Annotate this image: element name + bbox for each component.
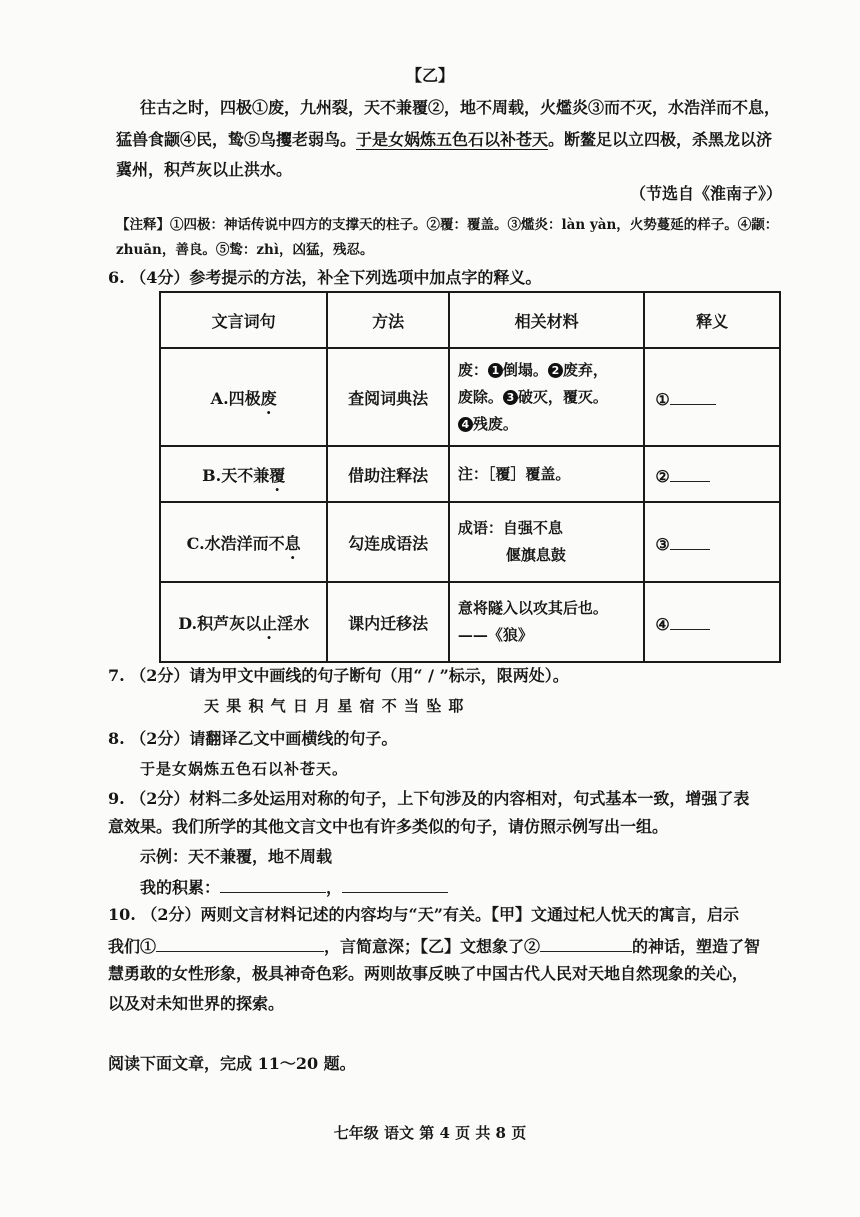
dotted-char: 废 <box>260 388 277 408</box>
q9-stem-line-1: 9. （2分）材料二多处运用对称的句子，上下句涉及的内容相对，句式基本一致，增强了表 <box>108 789 750 808</box>
row-d-method: 课内迁移法 <box>327 582 449 662</box>
section-title: 【乙】 <box>405 66 454 85</box>
answer-blank[interactable] <box>220 874 326 893</box>
note-line-2: zhuān，善良。⑤鸷：zhì，凶猛，残忍。 <box>116 242 374 258</box>
q8-sentence: 于是女娲炼五色石以补苍天。 <box>140 760 349 778</box>
q10-line-2: 我们① ，言简意深；【乙】文想象了② 的神话，塑造了智 <box>108 933 760 959</box>
number-1-icon: 1 <box>488 363 503 378</box>
q9-example: 示例：天不兼覆，地不周载 <box>140 847 333 866</box>
q8-stem: 8. （2分）请翻译乙文中画横线的句子。 <box>108 729 398 748</box>
header-material: 相关材料 <box>449 292 644 348</box>
row-d-answer[interactable]: ④ <box>644 582 780 662</box>
answer-blank[interactable] <box>156 933 324 952</box>
row-b-material: 注：［覆］覆盖。 <box>449 446 644 502</box>
q10-line-1: 10. （2分）两则文言材料记述的内容均与“天”有关。【甲】文通过杞人忧天的寓言，启示 <box>108 905 739 924</box>
row-d-material: 意将隧入以攻其后也。 ——《狼》 <box>449 582 644 662</box>
q9-answer-line: 我的积累： ， <box>140 874 448 900</box>
row-b-sentence: B.天不兼覆 <box>160 446 327 502</box>
passage-line-3: 冀州，积芦灰以止洪水。 <box>116 160 293 179</box>
row-b-answer[interactable]: ② <box>644 446 780 502</box>
answer-blank[interactable] <box>670 531 710 550</box>
q10-line-4: 以及对未知世界的探索。 <box>108 994 285 1013</box>
passage-line-1: 往古之时，四极①废，九州裂，天不兼覆②，地不周载，火爁炎③而不灭，水浩洋而不息， <box>140 98 781 117</box>
reading-instruction: 阅读下面文章，完成 11～20 题。 <box>108 1054 356 1073</box>
header-method: 方法 <box>327 292 449 348</box>
header-sentence: 文言词句 <box>160 292 327 348</box>
row-c-material: 成语：自强不息 偃旗息鼓 <box>449 502 644 582</box>
q9-mine-label: 我的积累： <box>140 878 221 897</box>
number-3-icon: 3 <box>503 390 518 405</box>
q10-line-3: 慧勇敢的女性形象，极具神奇色彩。两则故事反映了中国古代人民对天地自然现象的关心， <box>108 964 749 983</box>
table-row <box>160 582 780 662</box>
dotted-char: 覆 <box>269 465 286 485</box>
q7-sentence: 天 果 积 气 日 月 星 宿 不 当 坠 耶 <box>204 697 465 715</box>
answer-blank[interactable] <box>342 874 448 893</box>
header-meaning: 释义 <box>644 292 780 348</box>
table-row <box>160 446 780 502</box>
answer-blank[interactable] <box>670 611 710 630</box>
row-b-method: 借助注释法 <box>327 446 449 502</box>
page-footer: 七年级 语文 第 4 页 共 8 页 <box>333 1124 527 1142</box>
underlined-sentence: 于是女娲炼五色石以补苍天 <box>356 130 549 149</box>
dotted-char: 息 <box>284 533 301 553</box>
row-c-answer[interactable]: ③ <box>644 502 780 582</box>
table-row <box>160 502 780 582</box>
table-header-row <box>160 292 780 348</box>
passage-line-2 <box>116 128 772 152</box>
table-row <box>160 348 780 446</box>
row-a-material: 废： 1 倒塌。 2 废弃， 废除。 3 破灭，覆灭。 4 残废。 <box>449 348 644 446</box>
row-a-answer[interactable]: ① <box>644 348 780 446</box>
q9-stem-line-2: 意效果。我们所学的其他文言文中也有许多类似的句子，请仿照示例写出一组。 <box>108 817 669 836</box>
row-c-method: 勾连成语法 <box>327 502 449 582</box>
q6-stem: 6. （4分）参考提示的方法，补全下列选项中加点字的释义。 <box>108 268 542 287</box>
answer-blank[interactable] <box>670 463 710 482</box>
dotted-char: 止 <box>261 613 278 633</box>
passage-line-2-end: 。断鳌足以立四极，杀黑龙以济 <box>548 130 773 149</box>
note-line-1: 【注释】①四极：神话传说中四方的支撑天的柱子。②覆：覆盖。③爁炎：làn yàn，火势蔓延的样子。④颛： <box>116 217 779 233</box>
passage-line-2-start: 猛兽食颛④民，鸷⑤鸟攫老弱鸟。 <box>116 130 357 149</box>
number-4-icon: 4 <box>458 417 473 432</box>
q6-table <box>159 291 781 663</box>
q7-stem: 7. （2分）请为甲文中画线的句子断句（用“ / ”标示，限两处）。 <box>108 666 569 685</box>
row-c-sentence: C.水浩洋而不息 <box>160 502 327 582</box>
number-2-icon: 2 <box>548 363 563 378</box>
row-a-sentence: A.四极废 <box>160 348 327 446</box>
row-a-method: 查阅词典法 <box>327 348 449 446</box>
answer-blank[interactable] <box>670 386 716 405</box>
answer-blank[interactable] <box>540 933 632 952</box>
row-d-sentence: D.积芦灰以止淫水 <box>160 582 327 662</box>
passage-source: （节选自《淮南子》） <box>630 184 783 203</box>
